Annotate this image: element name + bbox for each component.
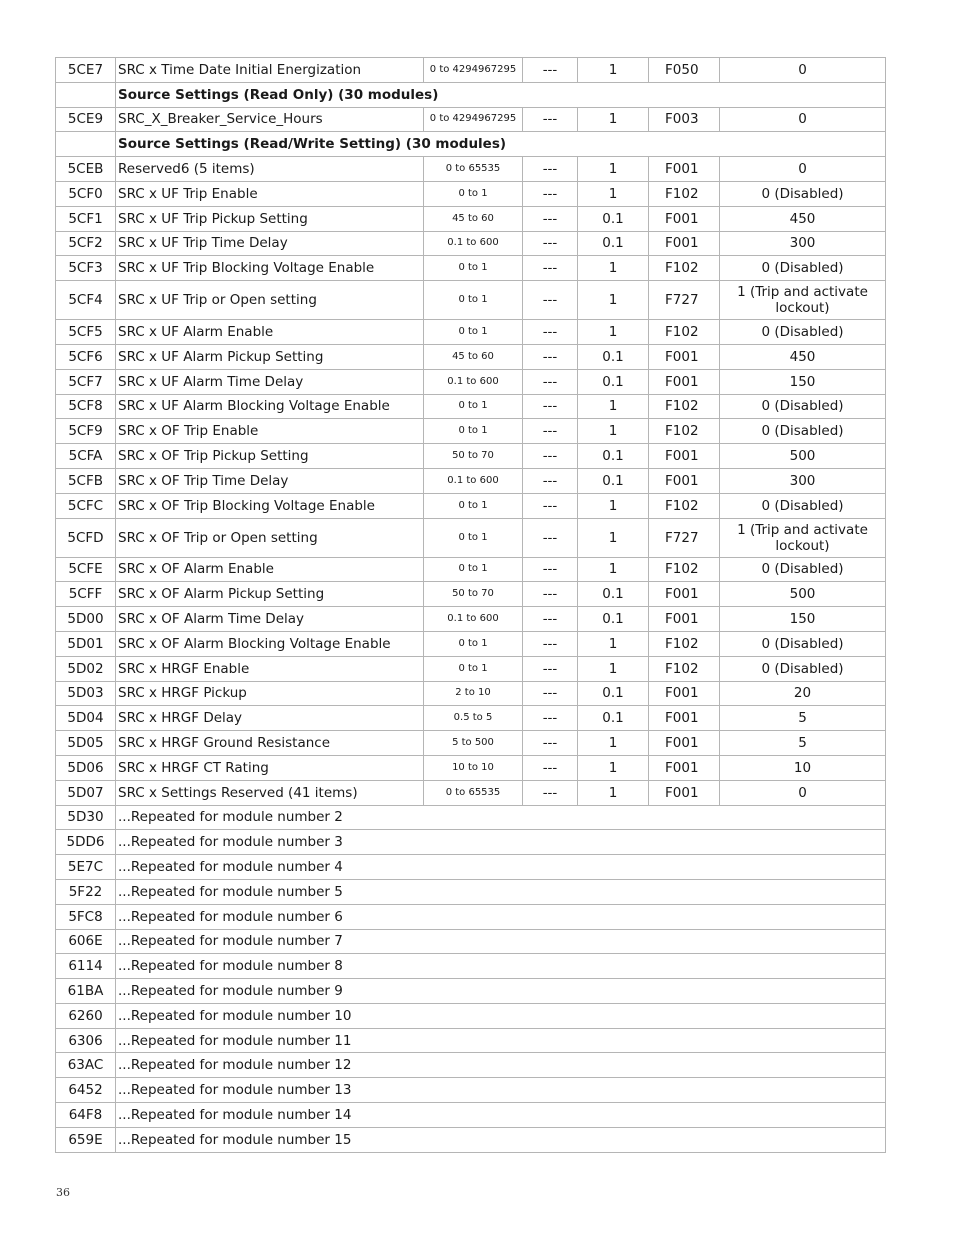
register-units: --- bbox=[523, 706, 578, 731]
register-address: 5CF3 bbox=[56, 256, 116, 281]
register-address: 5F22 bbox=[56, 879, 116, 904]
register-units: --- bbox=[523, 518, 578, 557]
register-default: 0 (Disabled) bbox=[720, 181, 886, 206]
register-address: 5D30 bbox=[56, 805, 116, 830]
register-units: --- bbox=[523, 58, 578, 83]
register-step: 1 bbox=[578, 58, 649, 83]
register-range: 0 to 4294967295 bbox=[424, 107, 523, 132]
register-default: 1 (Trip and activate lockout) bbox=[720, 518, 886, 557]
register-range: 0 to 1 bbox=[424, 181, 523, 206]
repeat-row bbox=[56, 929, 886, 954]
register-units: --- bbox=[523, 157, 578, 182]
repeat-row bbox=[56, 805, 886, 830]
register-address: 5CFA bbox=[56, 444, 116, 469]
table-row bbox=[56, 58, 886, 83]
register-step: 1 bbox=[578, 107, 649, 132]
register-range: 0 to 1 bbox=[424, 419, 523, 444]
register-range: 0 to 1 bbox=[424, 493, 523, 518]
register-name: SRC x UF Trip Pickup Setting bbox=[116, 206, 424, 231]
register-address: 606E bbox=[56, 929, 116, 954]
repeat-row bbox=[56, 830, 886, 855]
register-default: 0 (Disabled) bbox=[720, 256, 886, 281]
register-units: --- bbox=[523, 557, 578, 582]
register-range: 50 to 70 bbox=[424, 444, 523, 469]
repeat-note: ...Repeated for module number 3 bbox=[116, 830, 886, 855]
register-step: 0.1 bbox=[578, 344, 649, 369]
table-row bbox=[56, 518, 886, 557]
repeat-note: ...Repeated for module number 10 bbox=[116, 1003, 886, 1028]
register-range: 0.1 to 600 bbox=[424, 607, 523, 632]
register-default: 150 bbox=[720, 369, 886, 394]
repeat-note: ...Repeated for module number 7 bbox=[116, 929, 886, 954]
register-name: SRC x UF Trip Blocking Voltage Enable bbox=[116, 256, 424, 281]
register-default: 300 bbox=[720, 231, 886, 256]
register-address: 5D05 bbox=[56, 731, 116, 756]
table-row bbox=[56, 780, 886, 805]
register-name: SRC x UF Alarm Time Delay bbox=[116, 369, 424, 394]
register-range: 0.1 to 600 bbox=[424, 231, 523, 256]
register-address: 63AC bbox=[56, 1053, 116, 1078]
empty-cell bbox=[56, 132, 116, 157]
register-address: 659E bbox=[56, 1127, 116, 1152]
register-range: 0 to 65535 bbox=[424, 157, 523, 182]
register-format: F102 bbox=[649, 656, 720, 681]
register-range: 0 to 1 bbox=[424, 656, 523, 681]
register-address: 5D07 bbox=[56, 780, 116, 805]
register-step: 1 bbox=[578, 419, 649, 444]
register-address: 5D00 bbox=[56, 607, 116, 632]
register-address: 64F8 bbox=[56, 1103, 116, 1128]
empty-cell bbox=[56, 82, 116, 107]
register-name: SRC x OF Alarm Pickup Setting bbox=[116, 582, 424, 607]
register-step: 1 bbox=[578, 518, 649, 557]
table-row bbox=[56, 206, 886, 231]
register-step: 1 bbox=[578, 181, 649, 206]
register-address: 5CF0 bbox=[56, 181, 116, 206]
register-range: 5 to 500 bbox=[424, 731, 523, 756]
register-address: 5D02 bbox=[56, 656, 116, 681]
register-address: 5D01 bbox=[56, 631, 116, 656]
register-address: 5CF2 bbox=[56, 231, 116, 256]
repeat-note: ...Repeated for module number 15 bbox=[116, 1127, 886, 1152]
register-address: 5CFD bbox=[56, 518, 116, 557]
register-address: 5CFB bbox=[56, 468, 116, 493]
register-format: F001 bbox=[649, 706, 720, 731]
register-step: 0.1 bbox=[578, 444, 649, 469]
register-default: 0 bbox=[720, 107, 886, 132]
register-address: 5D04 bbox=[56, 706, 116, 731]
register-range: 0.1 to 600 bbox=[424, 369, 523, 394]
register-format: F102 bbox=[649, 320, 720, 345]
register-default: 5 bbox=[720, 731, 886, 756]
register-name: SRC x OF Alarm Time Delay bbox=[116, 607, 424, 632]
register-default: 0 (Disabled) bbox=[720, 394, 886, 419]
register-step: 1 bbox=[578, 394, 649, 419]
register-format: F001 bbox=[649, 444, 720, 469]
table-row bbox=[56, 607, 886, 632]
register-step: 0.1 bbox=[578, 231, 649, 256]
register-default: 0 (Disabled) bbox=[720, 419, 886, 444]
repeat-note: ...Repeated for module number 5 bbox=[116, 879, 886, 904]
repeat-row bbox=[56, 1003, 886, 1028]
register-default: 450 bbox=[720, 344, 886, 369]
table-row bbox=[56, 320, 886, 345]
table-row bbox=[56, 181, 886, 206]
register-step: 0.1 bbox=[578, 681, 649, 706]
register-format: F001 bbox=[649, 607, 720, 632]
register-name: SRC x OF Trip Enable bbox=[116, 419, 424, 444]
table-row bbox=[56, 281, 886, 320]
register-default: 500 bbox=[720, 444, 886, 469]
table-row bbox=[56, 755, 886, 780]
register-units: --- bbox=[523, 755, 578, 780]
register-format: F003 bbox=[649, 107, 720, 132]
register-step: 1 bbox=[578, 320, 649, 345]
repeat-row bbox=[56, 1053, 886, 1078]
register-name: Reserved6 (5 items) bbox=[116, 157, 424, 182]
register-name: SRC x OF Alarm Enable bbox=[116, 557, 424, 582]
register-name: SRC x OF Alarm Blocking Voltage Enable bbox=[116, 631, 424, 656]
table-row bbox=[56, 631, 886, 656]
register-default: 450 bbox=[720, 206, 886, 231]
register-address: 6114 bbox=[56, 954, 116, 979]
register-range: 0 to 1 bbox=[424, 281, 523, 320]
repeat-note: ...Repeated for module number 14 bbox=[116, 1103, 886, 1128]
register-default: 0 bbox=[720, 780, 886, 805]
register-units: --- bbox=[523, 582, 578, 607]
page-number: 36 bbox=[56, 1186, 70, 1199]
register-name: SRC x HRGF Ground Resistance bbox=[116, 731, 424, 756]
register-units: --- bbox=[523, 780, 578, 805]
register-format: F001 bbox=[649, 780, 720, 805]
register-name: SRC x UF Alarm Pickup Setting bbox=[116, 344, 424, 369]
repeat-row bbox=[56, 1028, 886, 1053]
repeat-note: ...Repeated for module number 8 bbox=[116, 954, 886, 979]
table-row bbox=[56, 493, 886, 518]
register-table-body bbox=[56, 58, 886, 1153]
register-step: 1 bbox=[578, 256, 649, 281]
register-address: 6260 bbox=[56, 1003, 116, 1028]
register-step: 1 bbox=[578, 656, 649, 681]
register-name: SRC x OF Trip Time Delay bbox=[116, 468, 424, 493]
register-format: F102 bbox=[649, 493, 720, 518]
register-step: 0.1 bbox=[578, 369, 649, 394]
register-format: F727 bbox=[649, 281, 720, 320]
register-name: SRC x HRGF Delay bbox=[116, 706, 424, 731]
register-range: 0 to 1 bbox=[424, 394, 523, 419]
register-format: F102 bbox=[649, 394, 720, 419]
register-address: 5CE9 bbox=[56, 107, 116, 132]
register-step: 0.1 bbox=[578, 607, 649, 632]
register-units: --- bbox=[523, 731, 578, 756]
register-name: SRC x UF Alarm Blocking Voltage Enable bbox=[116, 394, 424, 419]
table-row bbox=[56, 107, 886, 132]
register-step: 1 bbox=[578, 780, 649, 805]
register-step: 1 bbox=[578, 631, 649, 656]
register-address: 61BA bbox=[56, 979, 116, 1004]
register-address: 5CFF bbox=[56, 582, 116, 607]
section-header-row bbox=[56, 132, 886, 157]
table-row bbox=[56, 369, 886, 394]
table-row bbox=[56, 557, 886, 582]
register-name: SRC x Settings Reserved (41 items) bbox=[116, 780, 424, 805]
register-range: 10 to 10 bbox=[424, 755, 523, 780]
register-default: 5 bbox=[720, 706, 886, 731]
repeat-note: ...Repeated for module number 2 bbox=[116, 805, 886, 830]
register-units: --- bbox=[523, 281, 578, 320]
register-step: 0.1 bbox=[578, 582, 649, 607]
register-default: 1 (Trip and activate lockout) bbox=[720, 281, 886, 320]
register-address: 5CF8 bbox=[56, 394, 116, 419]
register-step: 1 bbox=[578, 755, 649, 780]
repeat-note: ...Repeated for module number 4 bbox=[116, 855, 886, 880]
register-format: F001 bbox=[649, 206, 720, 231]
register-step: 0.1 bbox=[578, 206, 649, 231]
register-format: F102 bbox=[649, 256, 720, 281]
register-step: 1 bbox=[578, 157, 649, 182]
register-step: 1 bbox=[578, 557, 649, 582]
register-address: 5CF4 bbox=[56, 281, 116, 320]
register-range: 0 to 65535 bbox=[424, 780, 523, 805]
register-name: SRC x OF Trip Blocking Voltage Enable bbox=[116, 493, 424, 518]
repeat-row bbox=[56, 979, 886, 1004]
register-format: F102 bbox=[649, 419, 720, 444]
repeat-note: ...Repeated for module number 13 bbox=[116, 1078, 886, 1103]
register-address: 6306 bbox=[56, 1028, 116, 1053]
repeat-row bbox=[56, 1078, 886, 1103]
register-address: 5CEB bbox=[56, 157, 116, 182]
table-row bbox=[56, 656, 886, 681]
register-address: 5CF5 bbox=[56, 320, 116, 345]
register-format: F001 bbox=[649, 157, 720, 182]
repeat-note: ...Repeated for module number 12 bbox=[116, 1053, 886, 1078]
register-units: --- bbox=[523, 468, 578, 493]
section-header-row bbox=[56, 82, 886, 107]
section-title: Source Settings (Read Only) (30 modules) bbox=[116, 82, 886, 107]
table-row bbox=[56, 231, 886, 256]
register-units: --- bbox=[523, 493, 578, 518]
table-row bbox=[56, 468, 886, 493]
repeat-row bbox=[56, 1127, 886, 1152]
repeat-row bbox=[56, 904, 886, 929]
table-row bbox=[56, 157, 886, 182]
register-range: 0 to 1 bbox=[424, 557, 523, 582]
register-units: --- bbox=[523, 419, 578, 444]
table-row bbox=[56, 731, 886, 756]
table-row bbox=[56, 394, 886, 419]
register-default: 20 bbox=[720, 681, 886, 706]
register-name: SRC x HRGF Enable bbox=[116, 656, 424, 681]
register-default: 0 (Disabled) bbox=[720, 557, 886, 582]
register-range: 0.5 to 5 bbox=[424, 706, 523, 731]
register-step: 1 bbox=[578, 493, 649, 518]
register-address: 5CF1 bbox=[56, 206, 116, 231]
register-default: 0 bbox=[720, 58, 886, 83]
register-range: 0 to 1 bbox=[424, 631, 523, 656]
register-name: SRC x Time Date Initial Energization bbox=[116, 58, 424, 83]
register-range: 2 to 10 bbox=[424, 681, 523, 706]
register-range: 0 to 1 bbox=[424, 320, 523, 345]
register-address: 6452 bbox=[56, 1078, 116, 1103]
register-default: 0 (Disabled) bbox=[720, 656, 886, 681]
repeat-note: ...Repeated for module number 11 bbox=[116, 1028, 886, 1053]
section-title: Source Settings (Read/Write Setting) (30 modules) bbox=[116, 132, 886, 157]
repeat-row bbox=[56, 879, 886, 904]
repeat-row bbox=[56, 1103, 886, 1128]
register-units: --- bbox=[523, 181, 578, 206]
register-format: F727 bbox=[649, 518, 720, 557]
table-row bbox=[56, 681, 886, 706]
register-range: 0 to 1 bbox=[424, 256, 523, 281]
register-default: 300 bbox=[720, 468, 886, 493]
register-default: 0 (Disabled) bbox=[720, 631, 886, 656]
register-format: F102 bbox=[649, 181, 720, 206]
table-row bbox=[56, 582, 886, 607]
register-address: 5CFE bbox=[56, 557, 116, 582]
register-range: 0.1 to 600 bbox=[424, 468, 523, 493]
register-address: 5D06 bbox=[56, 755, 116, 780]
register-name: SRC x OF Trip Pickup Setting bbox=[116, 444, 424, 469]
register-address: 5CF7 bbox=[56, 369, 116, 394]
register-format: F001 bbox=[649, 731, 720, 756]
register-format: F001 bbox=[649, 344, 720, 369]
register-units: --- bbox=[523, 344, 578, 369]
register-units: --- bbox=[523, 231, 578, 256]
register-units: --- bbox=[523, 444, 578, 469]
register-address: 5DD6 bbox=[56, 830, 116, 855]
modbus-register-table bbox=[55, 57, 886, 1153]
register-units: --- bbox=[523, 394, 578, 419]
register-range: 0 to 4294967295 bbox=[424, 58, 523, 83]
register-name: SRC x OF Trip or Open setting bbox=[116, 518, 424, 557]
repeat-note: ...Repeated for module number 6 bbox=[116, 904, 886, 929]
register-range: 45 to 60 bbox=[424, 344, 523, 369]
register-units: --- bbox=[523, 607, 578, 632]
table-row bbox=[56, 419, 886, 444]
register-default: 0 bbox=[720, 157, 886, 182]
register-units: --- bbox=[523, 681, 578, 706]
register-name: SRC x UF Trip or Open setting bbox=[116, 281, 424, 320]
register-default: 0 (Disabled) bbox=[720, 493, 886, 518]
register-units: --- bbox=[523, 107, 578, 132]
table-row bbox=[56, 344, 886, 369]
register-step: 1 bbox=[578, 281, 649, 320]
register-step: 0.1 bbox=[578, 706, 649, 731]
register-step: 0.1 bbox=[578, 468, 649, 493]
register-format: F001 bbox=[649, 231, 720, 256]
register-range: 50 to 70 bbox=[424, 582, 523, 607]
register-address: 5CFC bbox=[56, 493, 116, 518]
register-step: 1 bbox=[578, 731, 649, 756]
register-format: F001 bbox=[649, 369, 720, 394]
register-name: SRC x UF Alarm Enable bbox=[116, 320, 424, 345]
register-units: --- bbox=[523, 320, 578, 345]
register-address: 5CF6 bbox=[56, 344, 116, 369]
register-range: 0 to 1 bbox=[424, 518, 523, 557]
register-name: SRC x HRGF CT Rating bbox=[116, 755, 424, 780]
register-format: F001 bbox=[649, 468, 720, 493]
register-address: 5CF9 bbox=[56, 419, 116, 444]
register-address: 5FC8 bbox=[56, 904, 116, 929]
register-default: 500 bbox=[720, 582, 886, 607]
table-row bbox=[56, 256, 886, 281]
register-units: --- bbox=[523, 206, 578, 231]
register-name: SRC x UF Trip Enable bbox=[116, 181, 424, 206]
register-name: SRC x HRGF Pickup bbox=[116, 681, 424, 706]
register-format: F102 bbox=[649, 631, 720, 656]
register-name: SRC x UF Trip Time Delay bbox=[116, 231, 424, 256]
register-format: F001 bbox=[649, 681, 720, 706]
register-default: 150 bbox=[720, 607, 886, 632]
register-units: --- bbox=[523, 656, 578, 681]
table-row bbox=[56, 444, 886, 469]
register-range: 45 to 60 bbox=[424, 206, 523, 231]
register-address: 5E7C bbox=[56, 855, 116, 880]
register-address: 5D03 bbox=[56, 681, 116, 706]
register-format: F102 bbox=[649, 557, 720, 582]
repeat-row bbox=[56, 855, 886, 880]
register-units: --- bbox=[523, 256, 578, 281]
repeat-note: ...Repeated for module number 9 bbox=[116, 979, 886, 1004]
register-format: F001 bbox=[649, 582, 720, 607]
register-default: 0 (Disabled) bbox=[720, 320, 886, 345]
register-units: --- bbox=[523, 369, 578, 394]
table-row bbox=[56, 706, 886, 731]
register-format: F050 bbox=[649, 58, 720, 83]
repeat-row bbox=[56, 954, 886, 979]
register-name: SRC_X_Breaker_Service_Hours bbox=[116, 107, 424, 132]
register-address: 5CE7 bbox=[56, 58, 116, 83]
register-default: 10 bbox=[720, 755, 886, 780]
register-format: F001 bbox=[649, 755, 720, 780]
register-units: --- bbox=[523, 631, 578, 656]
